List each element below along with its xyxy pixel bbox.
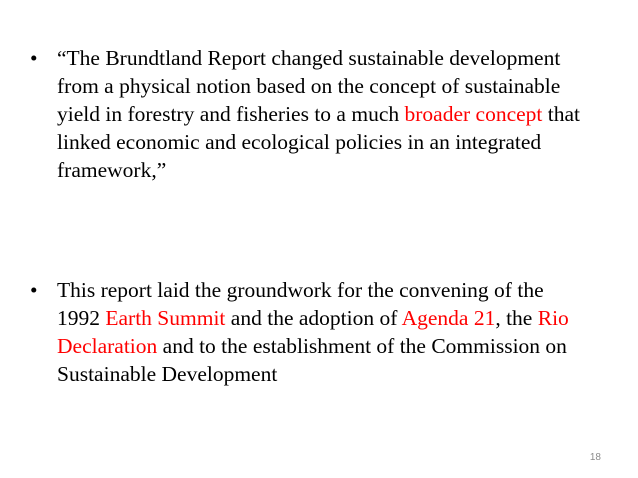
bullet-text-segment: and the adoption of: [225, 306, 402, 330]
bullet-text-segment: that linked economic and ecological policies in an integrated framework,”: [57, 102, 581, 182]
highlight-rio-declaration: Rio Declaration: [57, 306, 569, 358]
highlight-agenda-21: Agenda 21: [401, 306, 496, 330]
bullet-text-segment: and to the establishment of the Commission on Sustainable Development: [57, 334, 567, 386]
bullet-text-segment: This report laid the groundwork for the convening of the 1992: [57, 278, 544, 330]
highlight-broader-concept: broader concept: [404, 102, 543, 126]
bullet-marker: •: [30, 46, 38, 70]
bullet-item-2: [30, 276, 590, 388]
bullet-text: [57, 44, 590, 184]
bullet-item-1: [30, 44, 590, 184]
bullet-text-segment: , the: [495, 306, 538, 330]
bullet-text-segment: “The Brundtland Report changed sustainable development from a physical notion based on the concept of sustainable yield in forestry and fisheries to a much: [57, 46, 561, 126]
bullet-marker: •: [30, 278, 38, 302]
highlight-earth-summit: Earth Summit: [105, 306, 226, 330]
page-number: 18: [589, 452, 601, 463]
bullet-text: [57, 276, 590, 388]
